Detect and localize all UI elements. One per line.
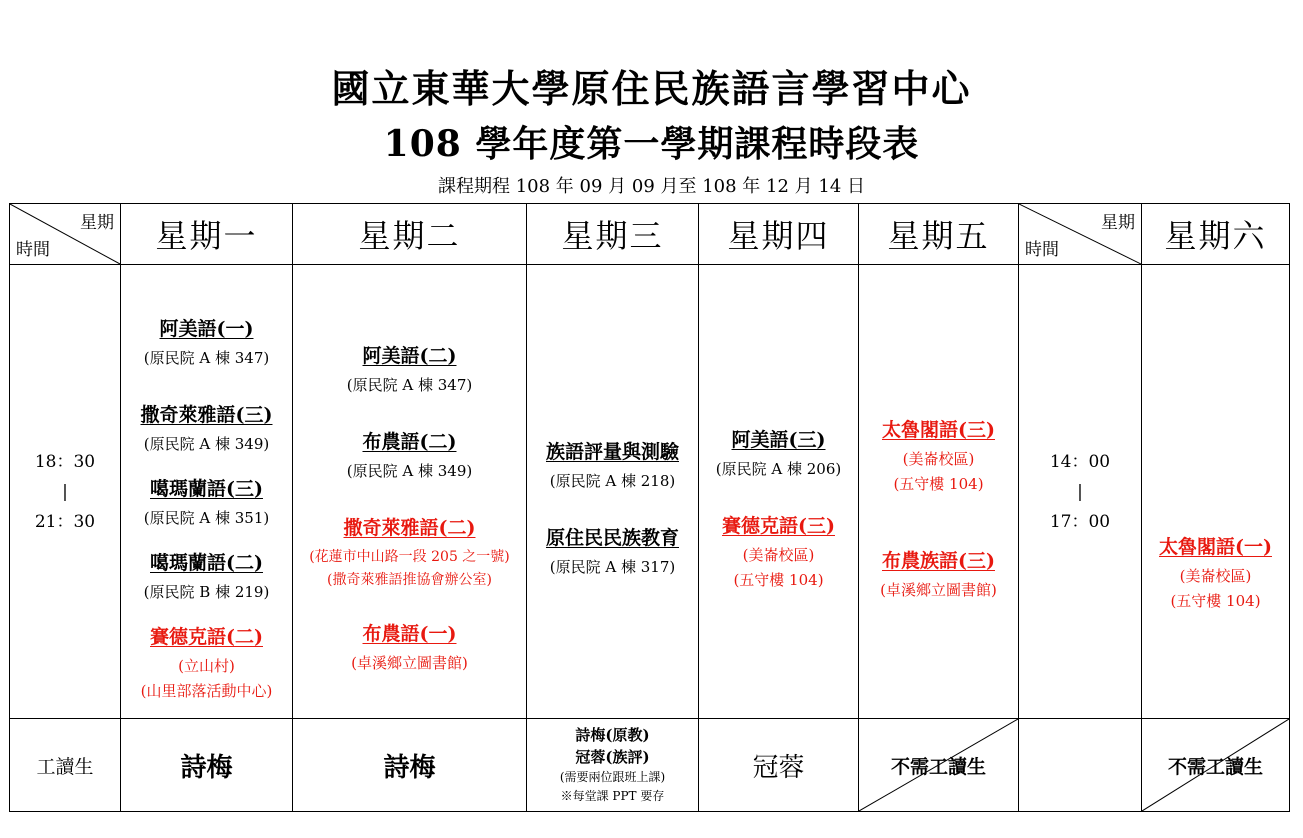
course-location: (美崙校區) [1179, 567, 1252, 585]
course-location: (原民院 A 棟 347) [346, 376, 473, 394]
course-location: (美崙校區) [742, 545, 815, 564]
course-period: 課程期程 108 年 09 月 09 月至 108 年 12 月 14 日 [438, 176, 865, 197]
work-study-note: (需要兩位跟班上課) [559, 770, 666, 784]
time-separator: | [1077, 481, 1083, 502]
course-location: (原民院 A 棟 351) [143, 508, 270, 527]
course-name: 噶瑪蘭語(三) [150, 477, 263, 500]
course-location: (山里部落活動中心) [140, 681, 273, 700]
day-header-thu: 星期四 [699, 204, 859, 265]
wed-courses [527, 265, 699, 719]
corner-day-label: 星期 [1101, 213, 1135, 233]
page-title: 國立東華大學原住民族語言學習中心 [331, 66, 972, 111]
course-location: (原民院 A 棟 349) [143, 434, 270, 453]
evening-time-cell [10, 265, 121, 719]
day-header-fri: 星期五 [859, 204, 1019, 265]
weekend-time-cell [1019, 265, 1142, 719]
time-end: 21：30 [34, 511, 96, 532]
course-name: 布農語(二) [362, 431, 457, 453]
course-location: (原民院 A 棟 347) [143, 348, 270, 367]
work-study-none: 不需工讀生 [1167, 755, 1263, 778]
work-study-none: 不需工讀生 [890, 755, 986, 778]
course-location: (原民院 A 棟 206) [715, 459, 842, 478]
day-header-wed: 星期三 [527, 204, 699, 265]
course-location: (花蓮市中山路一段 205 之一號) [309, 549, 510, 565]
course-name: 族語評量與測驗 [545, 441, 679, 463]
course-name: 太魯閣語(一) [1159, 536, 1272, 558]
corner-cell-weekend [1019, 204, 1142, 265]
time-start: 18：30 [34, 451, 96, 472]
work-study-row [10, 719, 1290, 812]
work-study-wed [527, 719, 699, 812]
header-row [10, 204, 1290, 265]
time-separator: | [62, 481, 68, 502]
time-start: 14：00 [1049, 451, 1111, 472]
course-location: (五守樓 104) [733, 570, 824, 589]
thu-courses [699, 265, 859, 719]
course-location: (美崙校區) [902, 449, 975, 468]
course-location: (五守樓 104) [893, 474, 984, 493]
course-name: 布農族語(三) [882, 549, 995, 572]
course-name: 賽德克語(三) [722, 514, 835, 537]
course-location: (卓溪鄉立圖書館) [351, 654, 468, 672]
work-study-line: 詩梅(原教) [575, 726, 650, 744]
course-location: (原民院 A 棟 218) [549, 472, 676, 490]
work-study-note: ※每堂課 PPT 要存 [560, 789, 665, 803]
day-header-sat: 星期六 [1142, 204, 1290, 265]
course-name: 布農語(一) [362, 623, 457, 645]
course-name: 阿美語(一) [159, 317, 254, 340]
course-name: 阿美語(二) [362, 345, 457, 367]
tue-courses [293, 265, 527, 719]
course-name: 阿美語(三) [731, 428, 826, 451]
course-location: (撒奇萊雅語推協會辦公室) [327, 572, 492, 588]
page-subtitle: 108 學年度第一學期課程時段表 [383, 123, 920, 165]
corner-time-label: 時間 [1025, 240, 1059, 260]
work-study-line: 冠蓉(族評) [575, 748, 650, 766]
work-study-mon: 詩梅 [121, 719, 293, 812]
work-study-fri [859, 719, 1019, 812]
course-name: 太魯閣語(三) [882, 418, 995, 441]
work-study-empty [1019, 719, 1142, 812]
day-header-tue: 星期二 [293, 204, 527, 265]
course-location: (五守樓 104) [1170, 592, 1261, 610]
course-location: (原民院 B 棟 219) [143, 582, 270, 601]
course-location: (卓溪鄉立圖書館) [880, 580, 997, 599]
fri-courses [859, 265, 1019, 719]
corner-day-label: 星期 [80, 213, 114, 233]
sat-courses [1142, 265, 1290, 719]
course-location: (立山村) [178, 656, 235, 675]
time-end: 17：00 [1049, 511, 1111, 532]
work-study-label: 工讀生 [10, 719, 121, 812]
corner-time-label: 時間 [16, 240, 50, 260]
course-location: (原民院 A 棟 349) [346, 462, 473, 480]
course-location: (原民院 A 棟 317) [549, 558, 676, 576]
work-study-tue: 詩梅 [293, 719, 527, 812]
work-study-thu: 冠蓉 [699, 719, 859, 812]
course-name: 撒奇萊雅語(二) [343, 517, 476, 539]
course-name: 原住民民族教育 [545, 527, 679, 549]
course-name: 噶瑪蘭語(二) [150, 551, 263, 574]
day-header-mon: 星期一 [121, 204, 293, 265]
course-row [10, 265, 1290, 719]
corner-cell [10, 204, 121, 265]
course-name: 賽德克語(二) [150, 625, 263, 648]
work-study-sat [1142, 719, 1290, 812]
mon-courses [121, 265, 293, 719]
schedule-table [9, 203, 1290, 812]
course-name: 撒奇萊雅語(三) [140, 403, 273, 426]
